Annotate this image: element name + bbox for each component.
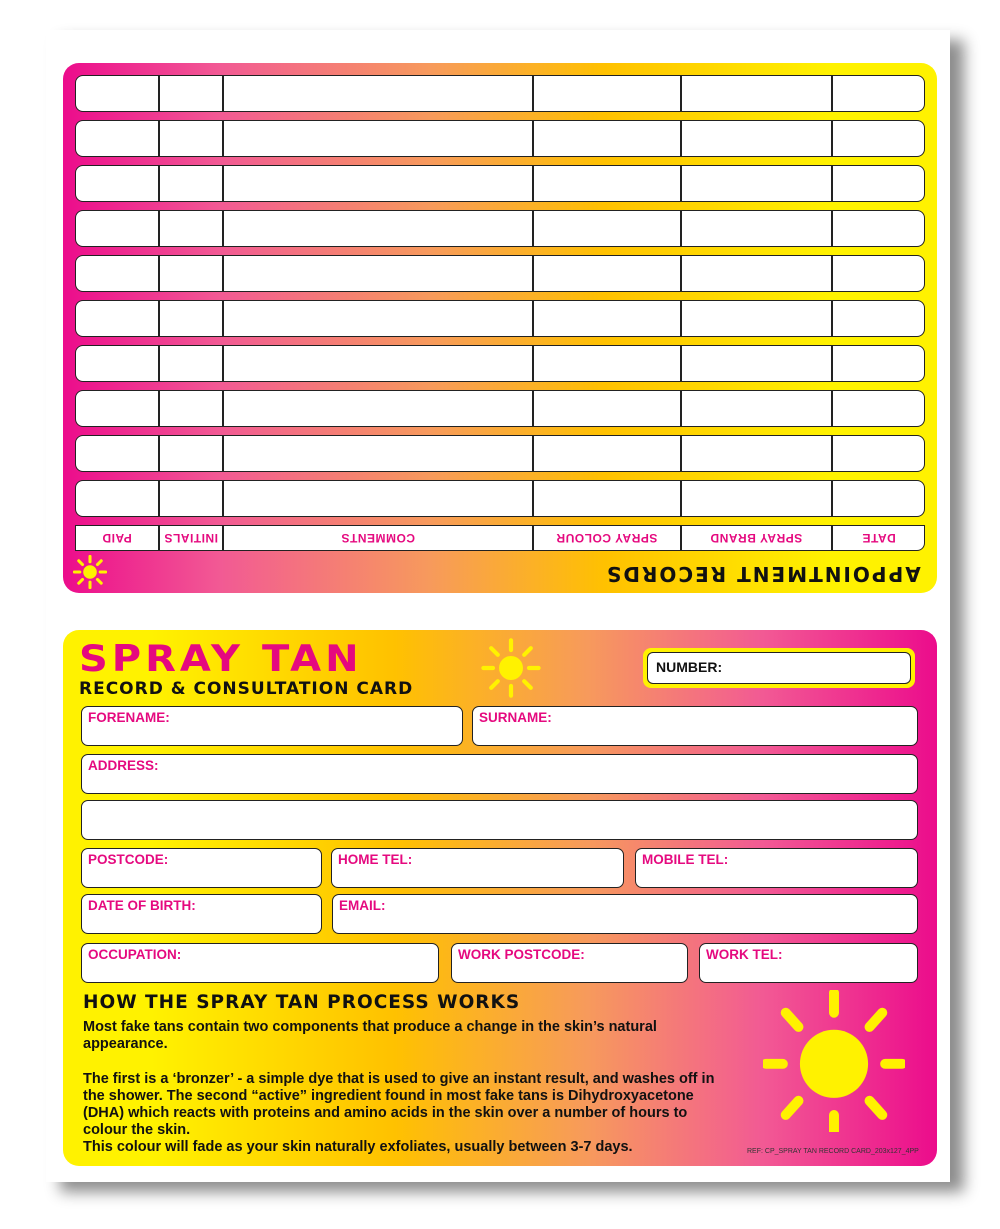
record-cell[interactable] — [832, 120, 925, 157]
record-cell[interactable] — [681, 210, 832, 247]
record-cell[interactable] — [159, 75, 223, 112]
record-cell[interactable] — [159, 480, 223, 517]
reference-code: REF: CP_SPRAY TAN RECORD CARD_203x127_4PP — [747, 1148, 919, 1155]
record-cell[interactable] — [533, 120, 681, 157]
record-cell[interactable] — [75, 390, 159, 427]
appointment-records-title — [593, 559, 933, 589]
records-header-row — [75, 525, 925, 551]
record-cell[interactable] — [681, 480, 832, 517]
mobile-tel-field[interactable]: MOBILE TEL: — [635, 848, 918, 888]
record-row — [75, 210, 925, 247]
record-cell[interactable] — [832, 300, 925, 337]
address-field[interactable]: ADDRESS: — [81, 754, 918, 794]
header-comments — [223, 525, 533, 551]
header-date — [832, 525, 925, 551]
record-cell[interactable] — [223, 300, 533, 337]
record-row — [75, 300, 925, 337]
work-postcode-field[interactable]: WORK POSTCODE: — [451, 943, 688, 983]
how-it-works-paragraph-1: Most fake tans contain two components that produce a change in the skin’s natural appearance. — [83, 1019, 657, 1052]
record-row — [75, 435, 925, 472]
appointment-records-title-text: APPOINTMENT RECORDS — [605, 562, 921, 586]
record-cell[interactable] — [223, 390, 533, 427]
home-tel-field[interactable]: HOME TEL: — [331, 848, 624, 888]
record-row — [75, 165, 925, 202]
record-cell[interactable] — [533, 390, 681, 427]
sun-icon-small — [73, 555, 107, 589]
record-cell[interactable] — [75, 165, 159, 202]
record-cell[interactable] — [533, 75, 681, 112]
record-cell[interactable] — [681, 435, 832, 472]
record-cell[interactable] — [533, 435, 681, 472]
header-spray-brand — [681, 525, 832, 551]
record-cell[interactable] — [681, 120, 832, 157]
email-field[interactable]: EMAIL: — [332, 894, 918, 934]
record-cell[interactable] — [159, 120, 223, 157]
sun-icon-large — [763, 990, 905, 1132]
header-initials-label: INITIALS — [164, 531, 218, 545]
record-row — [75, 255, 925, 292]
appointment-records-card — [63, 63, 937, 593]
surname-field[interactable]: SURNAME: — [472, 706, 918, 746]
record-cell[interactable] — [223, 165, 533, 202]
header-spray-brand-label: SPRAY BRAND — [710, 531, 803, 545]
consultation-card — [63, 630, 937, 1166]
work-tel-field[interactable]: WORK TEL: — [699, 943, 918, 983]
record-cell[interactable] — [533, 165, 681, 202]
how-it-works-paragraph-3: This colour will fade as your skin naturally exfoliates, usually between 3-7 days. — [83, 1139, 633, 1155]
record-cell[interactable] — [681, 75, 832, 112]
date-of-birth-field[interactable]: DATE OF BIRTH: — [81, 894, 322, 934]
card-title: SPRAY TAN — [79, 638, 363, 681]
appointment-records-table — [75, 75, 925, 551]
record-cell[interactable] — [832, 255, 925, 292]
record-cell[interactable] — [159, 345, 223, 382]
header-comments-label: COMMENTS — [341, 531, 415, 545]
record-cell[interactable] — [223, 75, 533, 112]
record-cell[interactable] — [223, 345, 533, 382]
header-paid-label: PAID — [102, 531, 132, 545]
header-spray-colour — [533, 525, 681, 551]
header-initials — [159, 525, 223, 551]
record-row — [75, 480, 925, 517]
record-cell[interactable] — [832, 390, 925, 427]
record-cell[interactable] — [533, 210, 681, 247]
record-cell[interactable] — [223, 120, 533, 157]
header-date-label: DATE — [861, 531, 896, 545]
forename-field[interactable]: FORENAME: — [81, 706, 463, 746]
record-cell[interactable] — [832, 435, 925, 472]
record-cell[interactable] — [533, 300, 681, 337]
record-cell[interactable] — [681, 255, 832, 292]
how-it-works-heading: HOW THE SPRAY TAN PROCESS WORKS — [83, 992, 521, 1013]
header-spray-colour-label: SPRAY COLOUR — [556, 531, 658, 545]
card-subtitle: RECORD & CONSULTATION CARD — [79, 679, 414, 699]
record-row — [75, 75, 925, 112]
occupation-field[interactable]: OCCUPATION: — [81, 943, 439, 983]
record-cell[interactable] — [223, 210, 533, 247]
record-cell[interactable] — [75, 210, 159, 247]
record-cell[interactable] — [159, 435, 223, 472]
number-label: NUMBER: — [647, 652, 911, 684]
address-line-2-field[interactable] — [81, 800, 918, 840]
record-cell[interactable] — [75, 120, 159, 157]
record-cell[interactable] — [75, 480, 159, 517]
record-cell[interactable] — [223, 480, 533, 517]
record-cell[interactable] — [223, 435, 533, 472]
record-cell[interactable] — [681, 165, 832, 202]
sun-icon-medium — [481, 638, 541, 698]
record-cell[interactable] — [832, 480, 925, 517]
record-cell[interactable] — [223, 255, 533, 292]
record-cell[interactable] — [159, 165, 223, 202]
record-cell[interactable] — [681, 300, 832, 337]
record-row — [75, 120, 925, 157]
number-field[interactable] — [643, 648, 915, 688]
header-paid — [75, 525, 159, 551]
record-cell[interactable] — [533, 255, 681, 292]
record-row — [75, 345, 925, 382]
record-row — [75, 390, 925, 427]
record-cell[interactable] — [681, 390, 832, 427]
record-cell[interactable] — [159, 255, 223, 292]
record-cell[interactable] — [159, 210, 223, 247]
record-cell[interactable] — [75, 300, 159, 337]
postcode-field[interactable]: POSTCODE: — [81, 848, 322, 888]
card-sheet — [46, 30, 950, 1182]
record-cell[interactable] — [75, 435, 159, 472]
record-cell[interactable] — [75, 345, 159, 382]
record-cell[interactable] — [75, 75, 159, 112]
record-cell[interactable] — [832, 75, 925, 112]
record-cell[interactable] — [159, 300, 223, 337]
record-cell[interactable] — [681, 345, 832, 382]
record-cell[interactable] — [832, 165, 925, 202]
record-cell[interactable] — [533, 480, 681, 517]
record-cell[interactable] — [533, 345, 681, 382]
record-cell[interactable] — [75, 255, 159, 292]
record-cell[interactable] — [832, 210, 925, 247]
record-cell[interactable] — [159, 390, 223, 427]
record-cell[interactable] — [832, 345, 925, 382]
how-it-works-paragraph-2: The first is a ‘bronzer’ - a simple dye that is used to give an instant result, and washes off in the shower. The second “active” ingredient found in most fake tans is Dihydroxyacetone (DHA) which reacts with proteins and amino acids in the skin over a number of hours to colour the skin. — [83, 1071, 715, 1138]
